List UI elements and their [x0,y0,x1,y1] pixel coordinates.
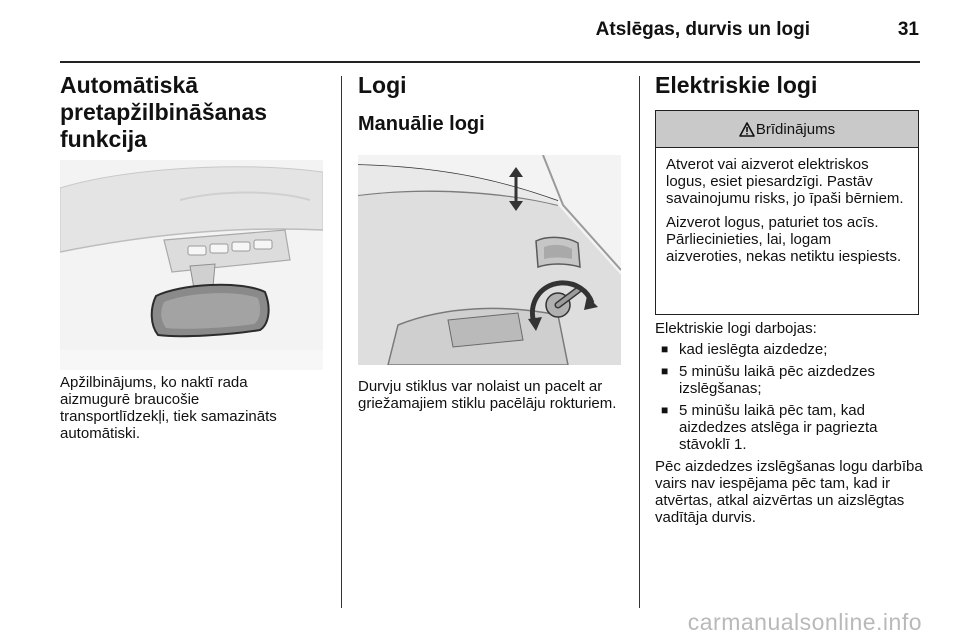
rear-view-mirror-illustration [60,160,323,370]
column-power-windows [655,72,920,99]
header-divider [60,61,920,63]
column-divider-2 [639,76,640,608]
warning-paragraph: Aizverot logus, paturiet tos acīs. Pārliecinieties, lai, logam aizveroties, nekas netiktu iespiests. [666,214,902,265]
warning-paragraph: Atverot vai aizverot elektriskos logus, esiet piesardzīgi. Pastāv savainojumu risks, jo īpaši bērniem. [666,156,904,207]
subheading-manual-windows: Manuālie logi [358,113,485,135]
page-header [60,0,920,60]
column-auto-dimming [60,72,330,153]
section-heading-windows: Logi [358,72,407,98]
power-windows-intro: Elektriskie logi darbojas: [655,320,817,337]
manual-window-crank-illustration [358,155,621,365]
column-divider-1 [341,76,342,608]
list-item: ■ kad ieslēgta aizdedze; [661,341,828,358]
list-item: ■ 5 minūšu laikā pēc aizdedzes izslēgšanas; [661,363,875,397]
section-heading-auto-dimming: Automātiskā pretapžilbināšanas funkcija [60,72,268,152]
warning-triangle-icon [739,122,755,137]
page-number: 31 [897,19,919,40]
page-title: Atslēgas, durvis un logi [595,19,810,40]
power-windows-closing: Pēc aizdedzes izslēgšanas logu darbība vairs nav iespējama pēc tam, kad ir atvērtas, atkal aizvērtas un aizslēgtas vadītāja durvis. [655,458,923,526]
warning-title: Brīdinājums [755,120,836,138]
power-windows-content [655,320,923,526]
manual-windows-text: Durvju stiklus var nolaist un pacelt ar griežamajiem stiklu pacēlāju rokturiem. [358,378,617,412]
warning-box [655,110,919,315]
list-item: ■ 5 minūšu laikā pēc tam, kad aizdedzes atslēga ir pagriezta stāvoklī 1. [661,402,878,453]
watermark: carmanualsonline.info [687,609,922,635]
warning-body [656,148,918,265]
section-heading-power-windows: Elektriskie logi [655,72,818,98]
column-windows [358,72,628,136]
conditions-list [655,341,923,453]
auto-dimming-text: Apžilbinājums, ko naktī rada aizmugurē braucošie transportlīdzekļi, tiek samazināts automātiski. [60,374,277,442]
warning-header [656,111,918,148]
